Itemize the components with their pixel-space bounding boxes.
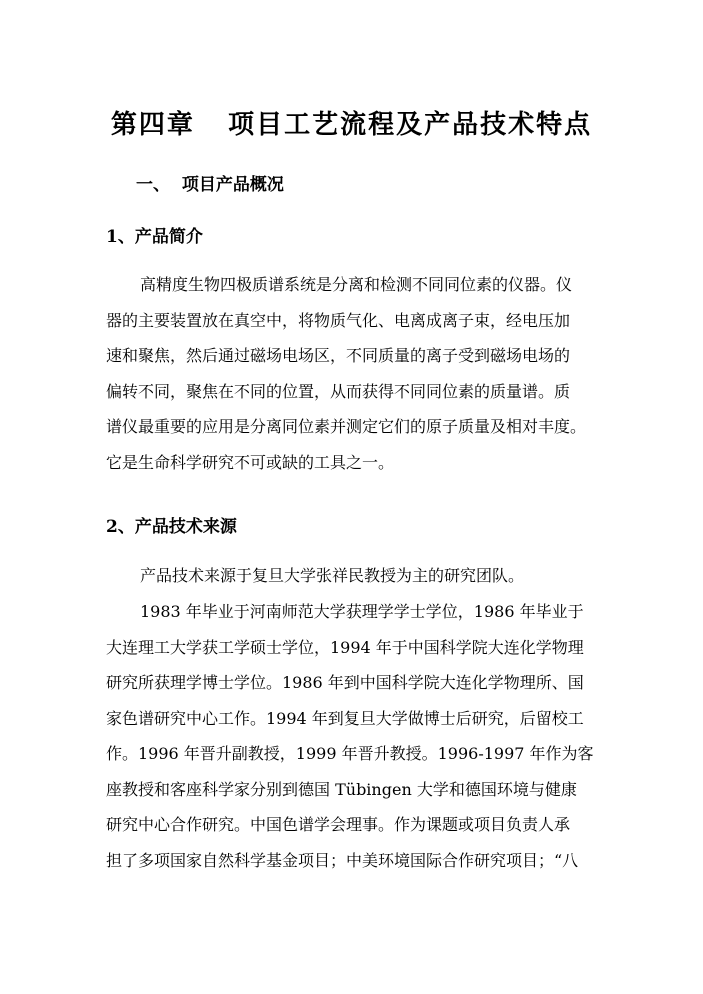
paragraph-line: 研究所获理学博士学位。1986 年到中国科学院大连化学物理所、国 <box>106 673 584 692</box>
paragraph-line: 家色谱研究中心工作。1994 年到复旦大学做博士后研究，后留校工 <box>106 708 584 728</box>
paragraph-line: 高精度生物四极质谱系统是分离和检测不同同位素的仪器。仪 <box>140 275 573 294</box>
tech-source-paragraph <box>106 558 596 594</box>
paragraph-line: 谱仪最重要的应用是分离同位素并测定它们的原子质量及相对丰度。 <box>106 417 587 436</box>
paragraph-line: 研究中心合作研究。中国色谱学会理事。作为课题或项目负责人承 <box>106 815 571 834</box>
product-intro-paragraph <box>106 267 596 480</box>
paragraph-line: 1983 年毕业于河南师范大学获理学学士学位，1986 年毕业于 <box>140 602 584 621</box>
paragraph-line: 担了多项国家自然科学基金项目；中美环境国际合作研究项目；“八 <box>106 850 579 870</box>
paragraph-line: 偏转不同，聚焦在不同的位置，从而获得不同同位素的质量谱。质 <box>106 381 571 401</box>
paragraph-line: 座教授和客座科学家分别到德国 Tübingen 大学和德国环境与健康 <box>106 779 577 799</box>
paragraph-line: 产品技术来源于复旦大学张祥民教授为主的研究团队。 <box>140 566 525 585</box>
chapter-title: 第四章 项目工艺流程及产品技术特点 <box>110 110 593 140</box>
paragraph-line: 大连理工大学获工学硕士学位，1994 年于中国科学院大连化学物理 <box>106 637 584 657</box>
subsection-heading-product-intro: 1、产品简介 <box>106 227 203 247</box>
subsection-heading-tech-source: 2、产品技术来源 <box>106 517 237 537</box>
section-heading: 一、 项目产品概况 <box>136 175 284 195</box>
paragraph-line: 器的主要装置放在真空中，将物质气化、电离成离子束，经电压加 <box>106 310 571 330</box>
researcher-bio-paragraph <box>106 594 596 878</box>
paragraph-line: 它是生命科学研究不可或缺的工具之一。 <box>106 452 395 472</box>
paragraph-line: 速和聚焦，然后通过磁场电场区，不同质量的离子受到磁场电场的 <box>106 346 571 365</box>
paragraph-line: 作。1996 年晋升副教授，1999 年晋升教授。1996-1997 年作为客 <box>106 744 594 763</box>
